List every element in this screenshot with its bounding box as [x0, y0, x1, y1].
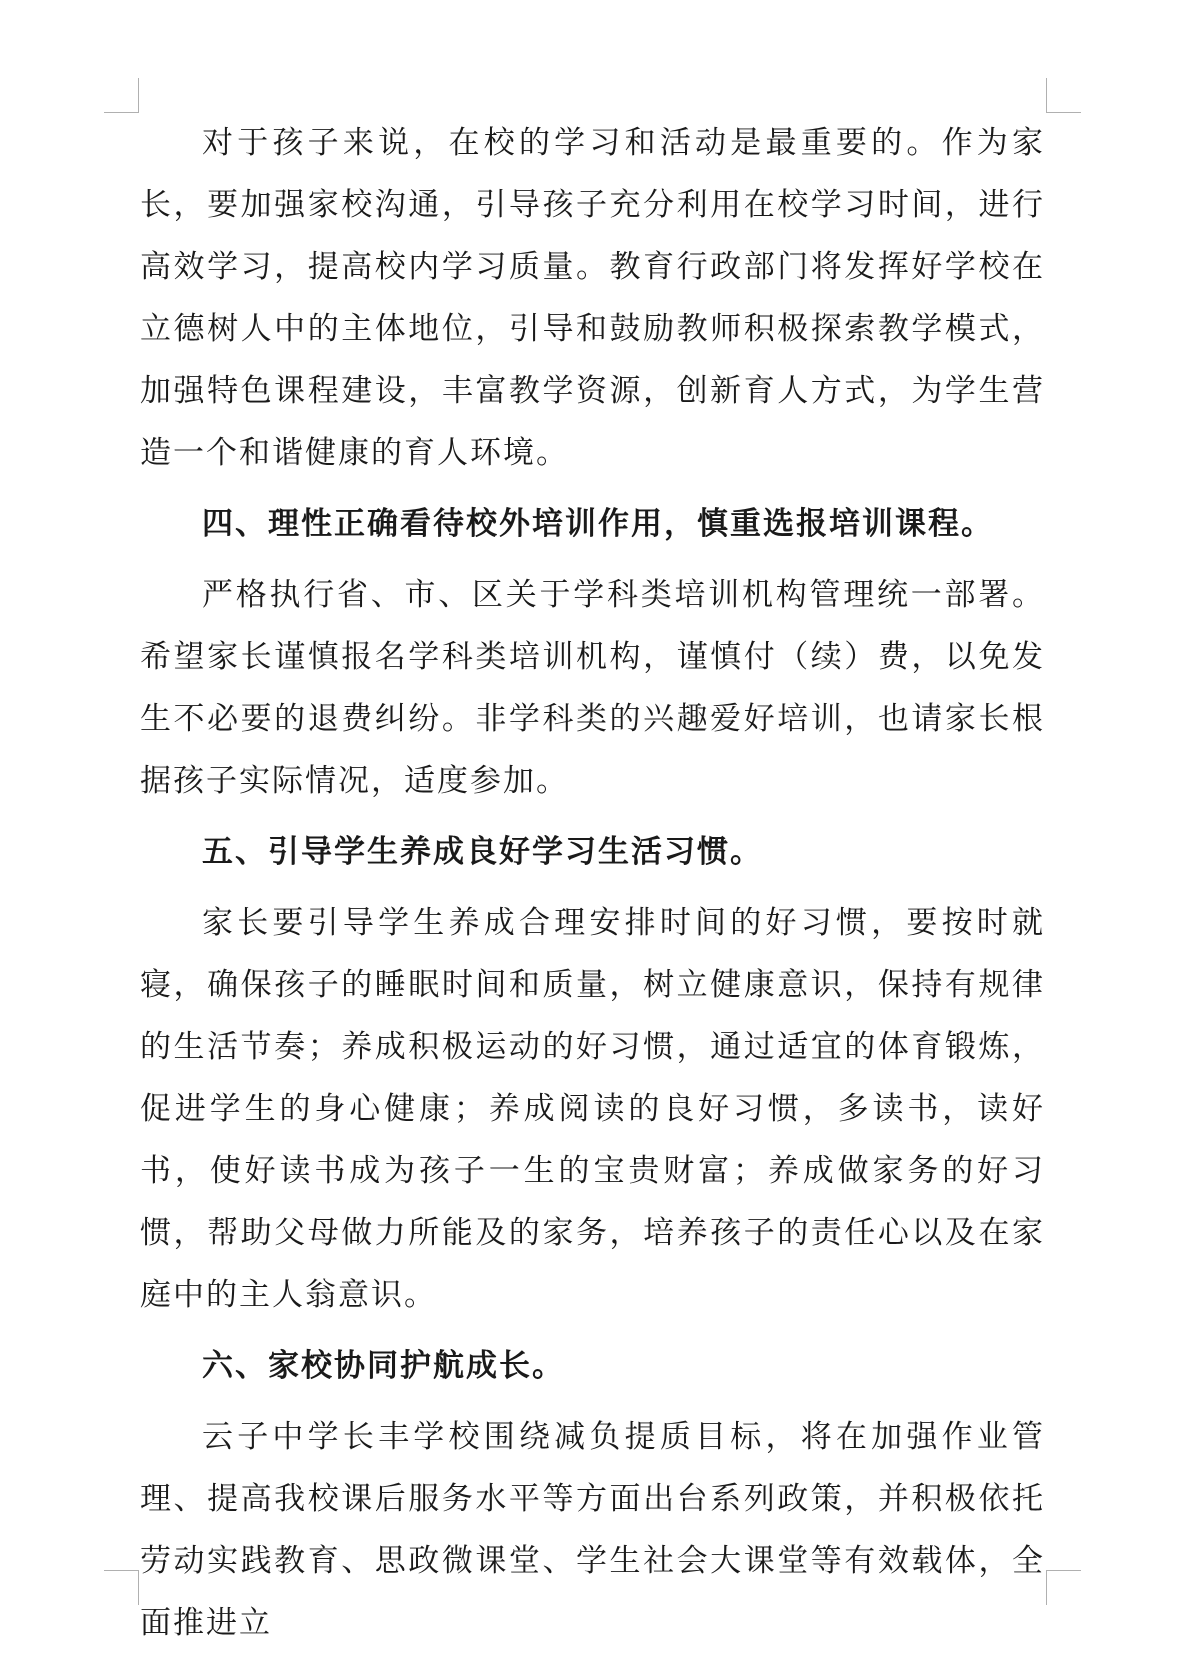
document-body	[140, 112, 1045, 1663]
margin-corner-mark-bottom-left	[104, 1570, 139, 1605]
section-heading: 四、理性正确看待校外培训作用，慎重选报培训课程。	[202, 506, 994, 542]
margin-corner-mark-top-left	[104, 78, 139, 113]
body-paragraph: 家长要引导学生养成合理安排时间的好习惯，要按时就寝，确保孩子的睡眠时间和质量，树立健康意识，保持有规律的生活节奏；养成积极运动的好习惯，通过适宜的体育锻炼，促进学生的身心健康；养成阅读的良好习惯，多读书，读好书，使好读书成为孩子一生的宝贵财富；养成做家务的好习惯，帮助父母做力所能及的家务，培养孩子的责任心以及在家庭中的主人翁意识。	[140, 905, 1045, 1313]
margin-corner-mark-bottom-right	[1046, 1570, 1081, 1605]
section-heading: 六、家校协同护航成长。	[202, 1348, 565, 1384]
body-paragraph: 严格执行省、市、区关于学科类培训机构管理统一部署。希望家长谨慎报名学科类培训机构，谨慎付（续）费，以免发生不必要的退费纠纷。非学科类的兴趣爱好培训，也请家长根据孩子实际情况，适度参加。	[140, 577, 1045, 799]
body-paragraph: 对于孩子来说，在校的学习和活动是最重要的。作为家长，要加强家校沟通，引导孩子充分利用在校学习时间，进行高效学习，提高校内学习质量。教育行政部门将发挥好学校在立德树人中的主体地位，引导和鼓励教师积极探索教学模式，加强特色课程建设，丰富教学资源，创新育人方式，为学生营造一个和谐健康的育人环境。	[140, 125, 1045, 471]
section-heading: 五、引导学生养成良好学习生活习惯。	[202, 834, 763, 870]
margin-corner-mark-top-right	[1046, 78, 1081, 113]
body-paragraph: 云子中学长丰学校围绕减负提质目标，将在加强作业管理、提高我校课后服务水平等方面出台系列政策，并积极依托劳动实践教育、思政微课堂、学生社会大课堂等有效载体，全面推进立	[140, 1419, 1045, 1641]
